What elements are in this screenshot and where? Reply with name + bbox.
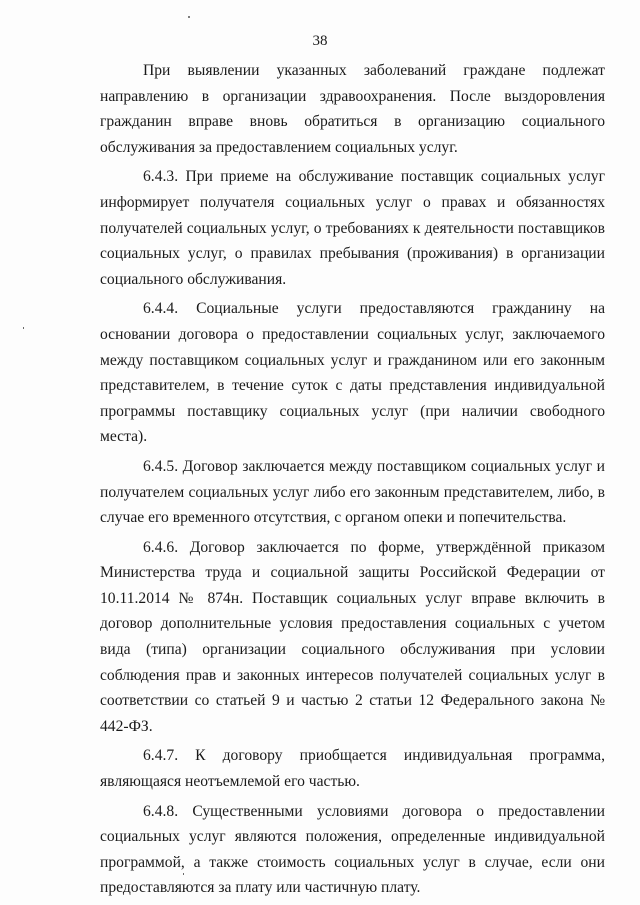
document-body bbox=[100, 58, 605, 901]
paragraph-6-4-6: 6.4.6. Договор заключается по форме, утверждённой приказом Министерства труда и социальной защиты Российской Федерации от 10.11.2014 № 874н. Поставщик социальных услуг вправе включить в договор дополнительные условия предоставления социальных с учетом вида (типа) организации социального обслуживания при условии соблюдения прав и законных интересов получателей социальных услуг в соответствии со статьей 9 и частью 2 статьи 12 Федерального закона № 442-ФЗ. bbox=[100, 538, 605, 735]
paragraph-6-4-4: 6.4.4. Социальные услуги предоставляются гражданину на основании договора о предоставлении социальных услуг, заключаемого между поставщиком социальных услуг и гражданином или его законным представителем, в течение суток с даты представления индивидуальной программы поставщику социальных услуг (при наличии свободного места). bbox=[100, 300, 605, 446]
paragraph-disease-referral: При выявлении указанных заболеваний граждане подлежат направлению в организации здравоохранения. После выздоровления гражданин вправе вновь обратиться в организацию социального обслуживания за предоставлением социальных услуг. bbox=[100, 62, 605, 156]
paragraph-6-4-5: 6.4.5. Договор заключается между поставщиком социальных услуг и получателем социальных услуг либо его законным представителем, либо, в случае его временного отсутствия, с органом опеки и попечительства. bbox=[100, 457, 605, 527]
scan-speck bbox=[188, 16, 190, 18]
paragraph-6-4-8: 6.4.8. Существенными условиями договора о предоставлении социальных услуг являются положения, определенные индивидуальной программой, а также стоимость социальных услуг в случае, если они предоставляются за плату или частичную плату. bbox=[100, 802, 605, 897]
page-number: 38 bbox=[312, 33, 328, 49]
paragraph-6-4-3: 6.4.3. При приеме на обслуживание поставщик социальных услуг информирует получателя социальных услуг о правах и обязанностях получателей социальных услуг, о требованиях к деятельности поставщиков социальных услуг, о правилах пребывания (проживания) в организации социального обслуживания. bbox=[100, 168, 605, 288]
scan-speck bbox=[23, 327, 24, 329]
paragraph-6-4-7: 6.4.7. К договору приобщается индивидуальная программа, являющаяся неотъемлемой его частью. bbox=[100, 747, 605, 791]
